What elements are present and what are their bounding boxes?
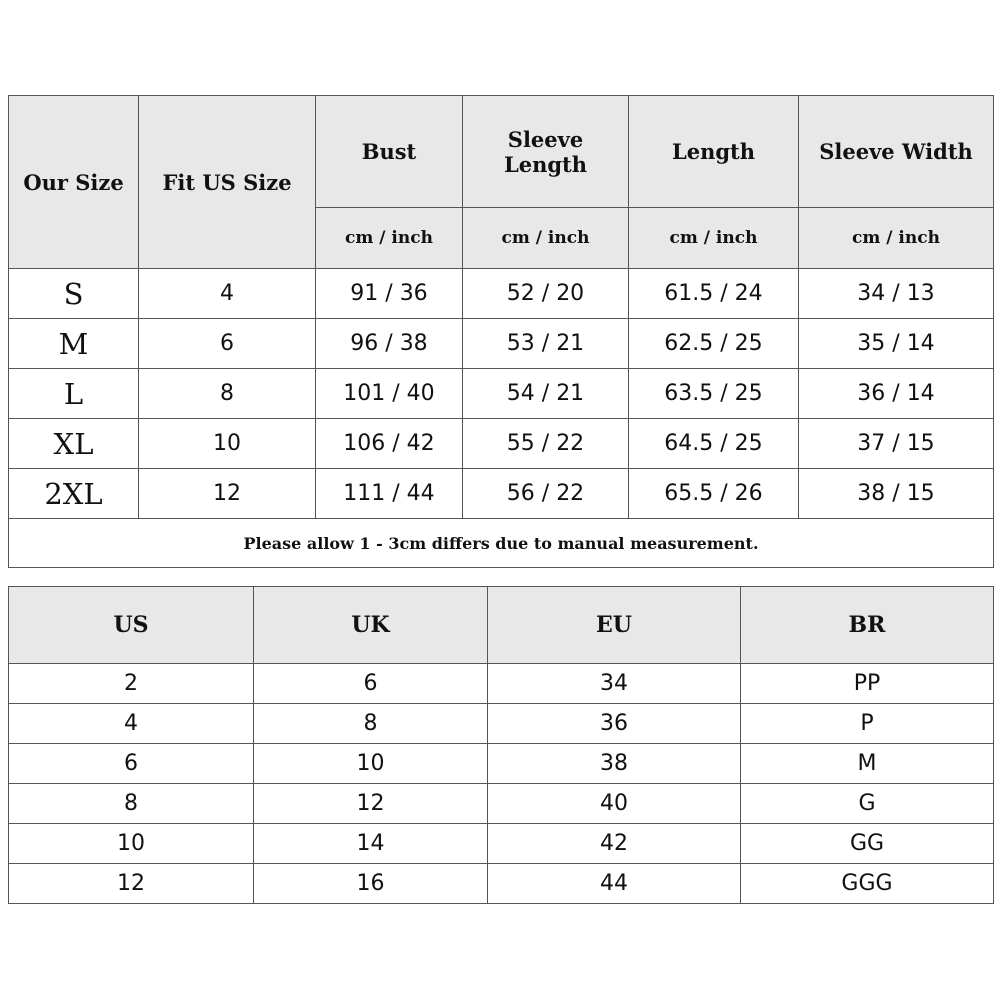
cell-br: GGG — [741, 864, 994, 904]
cell-sleeve-width: 38 / 15 — [799, 469, 994, 519]
cell-bust: 91 / 36 — [316, 269, 463, 319]
cell-us: 12 — [9, 864, 254, 904]
conversion-row — [9, 704, 994, 744]
cell-length: 62.5 / 25 — [629, 319, 799, 369]
header-eu: EU — [488, 587, 741, 664]
header-length: Length — [629, 96, 799, 208]
cell-bust: 111 / 44 — [316, 469, 463, 519]
unit-label: cm / inch — [629, 208, 799, 269]
cell-eu: 44 — [488, 864, 741, 904]
cell-eu: 40 — [488, 784, 741, 824]
cell-length: 64.5 / 25 — [629, 419, 799, 469]
unit-label: cm / inch — [463, 208, 629, 269]
cell-size: 2XL — [9, 469, 139, 519]
conversion-row — [9, 744, 994, 784]
cell-br: G — [741, 784, 994, 824]
cell-size: S — [9, 269, 139, 319]
cell-length: 61.5 / 24 — [629, 269, 799, 319]
cell-us: 10 — [9, 824, 254, 864]
cell-sleeve-length: 54 / 21 — [463, 369, 629, 419]
size-row — [9, 369, 994, 419]
cell-uk: 8 — [254, 704, 488, 744]
cell-sleeve-length: 55 / 22 — [463, 419, 629, 469]
cell-sleeve-width: 35 / 14 — [799, 319, 994, 369]
size-chart-table — [8, 95, 994, 568]
cell-sleeve-width: 34 / 13 — [799, 269, 994, 319]
cell-length: 63.5 / 25 — [629, 369, 799, 419]
cell-sleeve-length: 52 / 20 — [463, 269, 629, 319]
cell-fit-us: 10 — [139, 419, 316, 469]
cell-eu: 34 — [488, 664, 741, 704]
cell-us: 6 — [9, 744, 254, 784]
cell-sleeve-length: 53 / 21 — [463, 319, 629, 369]
cell-eu: 38 — [488, 744, 741, 784]
measurement-note: Please allow 1 - 3cm differs due to manual measurement. — [9, 519, 994, 568]
header-us: US — [9, 587, 254, 664]
cell-uk: 12 — [254, 784, 488, 824]
header-our-size: Our Size — [9, 96, 139, 269]
cell-size: XL — [9, 419, 139, 469]
cell-size: L — [9, 369, 139, 419]
cell-br: GG — [741, 824, 994, 864]
header-bust: Bust — [316, 96, 463, 208]
cell-eu: 36 — [488, 704, 741, 744]
cell-br: M — [741, 744, 994, 784]
cell-uk: 10 — [254, 744, 488, 784]
conversion-row — [9, 864, 994, 904]
size-row — [9, 269, 994, 319]
cell-eu: 42 — [488, 824, 741, 864]
cell-sleeve-width: 37 / 15 — [799, 419, 994, 469]
conversion-row — [9, 664, 994, 704]
cell-sleeve-width: 36 / 14 — [799, 369, 994, 419]
cell-fit-us: 4 — [139, 269, 316, 319]
cell-bust: 106 / 42 — [316, 419, 463, 469]
cell-fit-us: 12 — [139, 469, 316, 519]
unit-label: cm / inch — [316, 208, 463, 269]
cell-br: P — [741, 704, 994, 744]
cell-bust: 96 / 38 — [316, 319, 463, 369]
header-br: BR — [741, 587, 994, 664]
cell-fit-us: 8 — [139, 369, 316, 419]
cell-br: PP — [741, 664, 994, 704]
size-conversion-table — [8, 586, 994, 904]
cell-us: 8 — [9, 784, 254, 824]
cell-length: 65.5 / 26 — [629, 469, 799, 519]
size-row — [9, 319, 994, 369]
cell-uk: 14 — [254, 824, 488, 864]
cell-fit-us: 6 — [139, 319, 316, 369]
cell-uk: 16 — [254, 864, 488, 904]
unit-label: cm / inch — [799, 208, 994, 269]
cell-size: M — [9, 319, 139, 369]
header-uk: UK — [254, 587, 488, 664]
conversion-row — [9, 824, 994, 864]
header-sleeve-width: Sleeve Width — [799, 96, 994, 208]
header-sleeve-length: Sleeve Length — [463, 96, 629, 208]
cell-us: 2 — [9, 664, 254, 704]
header-fit-us-size: Fit US Size — [139, 96, 316, 269]
size-row — [9, 419, 994, 469]
conversion-row — [9, 784, 994, 824]
cell-uk: 6 — [254, 664, 488, 704]
cell-us: 4 — [9, 704, 254, 744]
cell-bust: 101 / 40 — [316, 369, 463, 419]
cell-sleeve-length: 56 / 22 — [463, 469, 629, 519]
size-row — [9, 469, 994, 519]
